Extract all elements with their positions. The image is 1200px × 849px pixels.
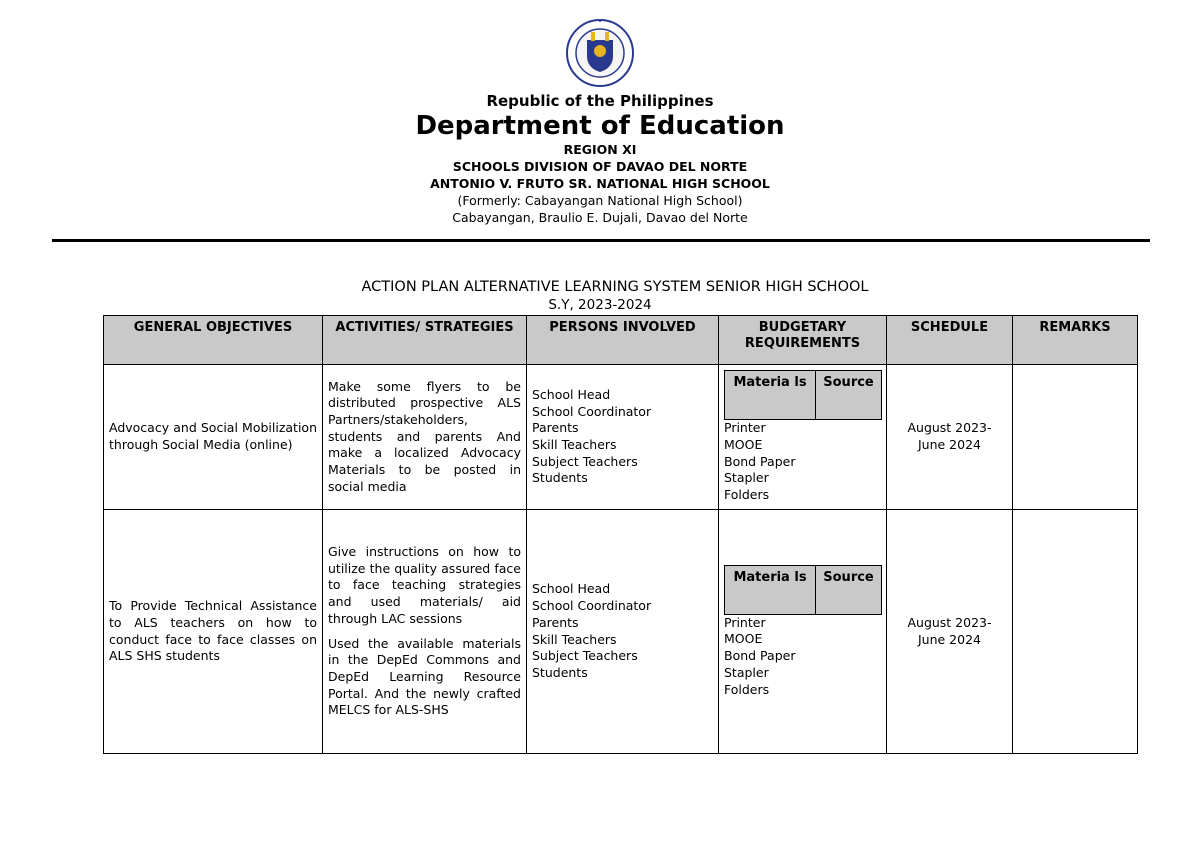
budget-cell: [719, 510, 887, 754]
materials-header: Materia ls: [725, 371, 816, 420]
school-address: Cabayangan, Braulio E. Dujali, Davao del Norte: [452, 210, 748, 225]
budget-item: Printer: [724, 614, 766, 630]
source-header: Source: [816, 565, 882, 614]
header-divider: [52, 239, 1150, 242]
schedule-cell: August 2023- June 2024: [887, 510, 1013, 754]
letterhead: [0, 92, 1200, 226]
person-item: Subject Teachers: [532, 453, 638, 469]
persons-cell: [527, 365, 719, 510]
person-item: Skill Teachers: [532, 437, 617, 452]
document-title: ACTION PLAN ALTERNATIVE LEARNING SYSTEM SENIOR HIGH SCHOOL: [361, 279, 869, 295]
person-item: Parents: [532, 614, 579, 630]
region-line: REGION XI: [563, 142, 637, 157]
deped-seal-logo: [561, 18, 639, 88]
objective-cell: Advocacy and Social Mobilization through Social Media (online): [104, 365, 323, 510]
col-schedule: SCHEDULE: [887, 316, 1013, 365]
source-header: Source: [816, 371, 882, 420]
person-item: Parents: [532, 420, 579, 436]
table-row: [104, 365, 1138, 510]
person-item: Students: [532, 470, 588, 486]
col-activities: ACTIVITIES/ STRATEGIES: [323, 316, 527, 365]
remarks-cell: [1013, 365, 1138, 510]
person-item: School Coordinator: [532, 598, 652, 614]
person-item: School Head: [532, 581, 611, 597]
budget-subtable: [724, 565, 882, 615]
person-item: School Coordinator: [532, 403, 652, 419]
budget-item: Folders: [724, 487, 770, 503]
col-remarks: REMARKS: [1013, 316, 1138, 365]
budget-item: Folders: [724, 681, 770, 697]
remarks-cell: [1013, 510, 1138, 754]
republic-line: Republic of the Philippines: [486, 92, 714, 110]
school-year: S.Y, 2023-2024: [548, 297, 652, 313]
col-general-objectives: GENERAL OBJECTIVES: [104, 316, 323, 365]
activities-cell: [323, 510, 527, 754]
person-item: Subject Teachers: [532, 648, 638, 664]
table-row: [104, 510, 1138, 754]
budget-item: Bond Paper: [724, 453, 796, 469]
division-line: SCHOOLS DIVISION OF DAVAO DEL NORTE: [452, 159, 748, 174]
school-name: ANTONIO V. FRUTO SR. NATIONAL HIGH SCHOOL: [430, 176, 770, 191]
budget-item: Printer: [724, 420, 766, 436]
person-item: Students: [532, 664, 588, 680]
budget-item: Stapler: [724, 664, 769, 680]
materials-header: Materia ls: [725, 565, 816, 614]
activity-paragraph: Used the available materials in the DepEd Commons and DepEd Learning Resource Portal. And the newly crafted MELCS for ALS-SHS: [328, 635, 521, 718]
col-budgetary-requirements: BUDGETARY REQUIREMENTS: [719, 316, 887, 365]
persons-cell: [527, 510, 719, 754]
objective-cell: To Provide Technical Assistance to ALS teachers on how to conduct face to face classes on ALS SHS students: [104, 510, 323, 754]
activity-paragraph: Give instructions on how to utilize the quality assured face to face teaching strategies and used materials/ aid through LAC sessions: [328, 543, 521, 626]
budget-item: Bond Paper: [724, 648, 796, 664]
person-item: Skill Teachers: [532, 631, 617, 647]
col-persons-involved: PERSONS INVOLVED: [527, 316, 719, 365]
activities-cell: Make some flyers to be distributed prospective ALS Partners/stakeholders, students and parents And make a localized Advocacy Materials to be posted in social media: [323, 365, 527, 510]
budget-item: MOOE: [724, 631, 763, 647]
table-header-row: [104, 316, 1138, 365]
department-name: Department of Education: [415, 111, 785, 141]
person-item: School Head: [532, 386, 611, 402]
budget-cell: [719, 365, 887, 510]
former-name: (Formerly: Cabayangan National High School): [457, 193, 743, 208]
budget-item: Stapler: [724, 470, 769, 486]
budget-item: MOOE: [724, 436, 763, 452]
budget-subtable: [724, 370, 882, 420]
schedule-cell: August 2023- June 2024: [887, 365, 1013, 510]
action-plan-table: [103, 315, 1138, 754]
